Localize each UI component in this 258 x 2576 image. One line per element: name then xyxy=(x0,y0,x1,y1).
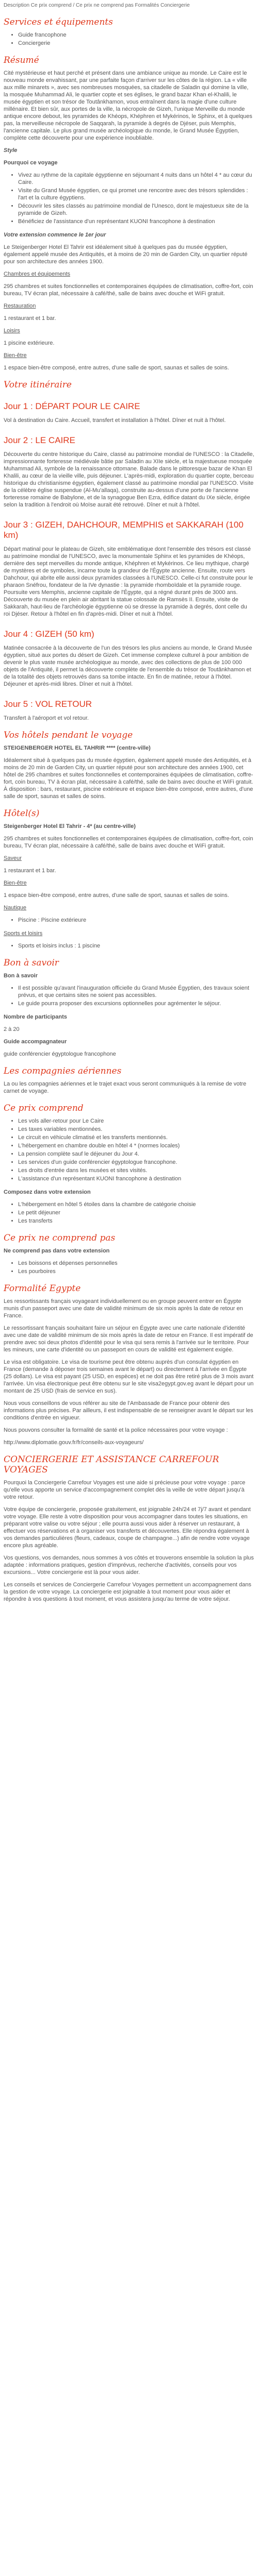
hotels-title: Vos hôtels pendant le voyage xyxy=(4,730,133,740)
hotel-paragraph: 295 chambres et suites fonctionnelles et contemporaines équipées de climatisation, coffre-fort, coin bureau, TV écran plat, nécessaire à café/thé, salle de bains avec douche et WiFi gratuit. xyxy=(4,836,253,849)
list-item: • Le circuit en véhicule climatisé et les transferts mentionnés. xyxy=(18,1134,254,1141)
concierge-p1: Pourquoi la Conciergerie Carrefour Voyages est une aide si précieuse pour votre voyage : parce qu'elle vous apporte un service d'accompagnement complet dès la veille de votre départ jusqu'à votre retour. xyxy=(4,1480,246,1500)
day1-title: Jour 1 : DÉPART POUR LE CAIRE xyxy=(4,401,140,411)
style-title: Style xyxy=(4,147,18,154)
services-title: Services et équipements xyxy=(4,17,113,27)
list-item: • Vivez au rythme de la capitale égyptienne en séjournant 4 nuits dans un hôtel 4 * au cœur du Caire. xyxy=(18,172,254,186)
resume-title: Résumé xyxy=(4,55,39,65)
guide-value: guide conférencier égyptologue francophone xyxy=(4,1051,116,1057)
list-item: • Sports et loisirs inclus : 1 piscine xyxy=(18,942,254,950)
hotel-bien-etre-paragraph: 1 espace bien-être composé, entre autres, d'une salle de sport, saunas et salles de soins. xyxy=(4,892,229,899)
list-item: • Les transferts xyxy=(18,1217,254,1225)
concierge-p4: Les conseils et services de Conciergerie Carrefour Voyages permettent un accompagnement dans la gestion de votre voyage. La conciergerie est joignable à tout moment pour vous aider et répondre à vos questions à tout moment, et vous assistera jusqu'au terme de votre séjour. xyxy=(4,1582,251,1602)
day4-title: Jour 4 : GIZEH (50 km) xyxy=(4,629,94,639)
includes-title: Ce prix comprend xyxy=(4,1103,84,1113)
list-item: • Les taxes variables mentionnées. xyxy=(18,1126,254,1133)
excludes-list xyxy=(4,1260,254,1275)
nautique-list xyxy=(4,917,254,924)
day1-paragraph: Vol à destination du Caire. Accueil, transfert et installation à l'hôtel. Dîner et nuit à l'hôtel. xyxy=(4,417,226,423)
day5-title: Jour 5 : VOL RETOUR xyxy=(4,699,92,709)
list-item: • Les vols aller-retour pour Le Caire xyxy=(18,1117,254,1125)
day2-paragraph: Découverte du centre historique du Caire, classé au patrimoine mondial de l'UNESCO : la Citadelle, impressionnante forteresse médiévale bâtie par Saladin au XIIe siècle, et la majestueuse mosquée Muhammad Ali, symbole de la renaissance ottomane. Balade dans le pittoresque bazar de Khan El Khalili, au cœur de la vieille ville, puis déjeuner. L'après-midi, exploration du quartier copte, berceau historique du christianisme égyptien, également classé au patrimoine mondial par l'UNESCO. Visite de la célèbre église suspendue (Al-Mu'allaqa), construite au-dessus d'une porte de l'ancienne forteresse romaine de Babylone, et de la synagogue Ben Ezra, édifice datant du IXe siècle, érigée selon la tradition à l'endroit où Moïse aurait été retrouvé. Dîner et nuit à l'hôtel. xyxy=(4,451,254,508)
excludes-title: Ce prix ne comprend pas xyxy=(4,1233,116,1243)
guide-label: Guide accompagnateur xyxy=(4,1039,67,1045)
list-item: • Piscine : Piscine extérieure xyxy=(18,917,254,924)
good-to-know-title: Bon à savoir xyxy=(4,958,59,968)
style-list xyxy=(4,172,254,225)
formalities-p5: Nous pouvons consulter la formalité de santé et la police nécessaires pour votre voyage : xyxy=(4,1427,228,1433)
participants-label: Nombre de participants xyxy=(4,1014,67,1020)
formalities-title: Formalité Egypte xyxy=(4,1283,81,1294)
hotels-intro: STEIGENBERGER HOTEL EL TAHRIR **** (centre-ville) xyxy=(4,745,151,751)
itinerary-title: Votre itinéraire xyxy=(4,380,72,390)
airlines-paragraph: La ou les compagnies aériennes et le trajet exact vous seront communiqués à la remise de votre carnet de voyage. xyxy=(4,1081,247,1094)
hotel-bien-etre-title: Bien-être xyxy=(4,880,27,886)
concierge-title: CONCIERGERIE ET ASSISTANCE CARREFOUR VOYAGES xyxy=(4,1454,219,1475)
list-item: • Visite du Grand Musée égyptien, ce qui promet une rencontre avec des trésors splendides : l'art et la culture égyptiens. xyxy=(18,187,254,201)
list-item: • Les droits d'entrée dans les musées et sites visités. xyxy=(18,1167,254,1174)
extension-paragraph: Le Steigenberger Hotel El Tahrir est idéalement situé à quelques pas du musée égyptien, également appelé musée des Antiquités, et à moins de 20 min de Garden City, un quartier réputé pour son architecture des années 1900. xyxy=(4,244,248,265)
tab-descriptions[interactable]: Description Ce prix comprend / Ce prix ne comprend pas Formalités Conciergerie xyxy=(4,3,190,8)
list-item: • Le petit déjeuner xyxy=(18,1209,254,1216)
list-item: • La pension complète sauf le déjeuner du Jour 4. xyxy=(18,1150,254,1158)
concierge-p2: Votre équipe de conciergerie, proposée gratuitement, est joignable 24h/24 et 7j/7 avant et pendant votre voyage. Elle reste à votre disposition pour vous accompagner dans toutes les situations, en préparant votre valise ou votre séjour ; elle pourra aussi vous aider à réserver un restaurant, à effectuer vos réservations et à organiser vos transferts et découvertes. Elle répondra également à vos demandes particulières (fleurs, cadeaux, coupe de champagne...) afin de rendre votre voyage encore plus agréable. xyxy=(4,1506,251,1549)
formalities-p2: Le ressortissant français souhaitant faire un séjour en Égypte avec une carte nationale d'identité avec une date de validité minimum de six mois après la date de retour en France. Il est impératif de prendre avec soi deux photos d'identité pour le visa qui sera remis à l'arrivée sur le territoire. Pour les mineurs, une carte d'identité ou un passeport en cours de validité est également exigée. xyxy=(4,1325,253,1353)
restauration-title: Restauration xyxy=(4,303,36,309)
list-item: • Bénéficiez de l'assistance d'un représentant KUONI francophone à destination xyxy=(18,218,254,225)
list-item: • L'assistance d'un représentant KUONI francophone à destination xyxy=(18,1175,254,1182)
day3-title: Jour 3 : GIZEH, DAHCHOUR, MEMPHIS et SAKKARAH (100 km) xyxy=(4,520,244,540)
formalities-p1: Les ressortissants français voyageant individuellement ou en groupe peuvent entrer en Égypte munis d'un passeport avec une date de validité minimum de six mois après la date de retour en France. xyxy=(4,1298,243,1319)
day5-paragraph: Transfert à l'aéroport et vol retour. xyxy=(4,715,89,721)
list-item: • Le guide pourra proposer des excursions optionnelles pour agrémenter le séjour. xyxy=(18,1000,254,1007)
list-item: • Il est possible qu'avant l'inauguration officielle du Grand Musée Égyptien, des travaux soient prévus, et que certains sites ne soient pas accessibles. xyxy=(18,985,254,999)
formalities-p4: Nous vous conseillons de vous référer au site de l'Ambassade de France pour obtenir des informations plus précises. Par ailleurs, il est indispensable de se renseigner avant le départ sur les conditions d'entrée en vigueur. xyxy=(4,1400,253,1421)
includes-option-title: Composez dans votre extension xyxy=(4,1189,91,1195)
style-intro: Pourquoi ce voyage xyxy=(4,160,58,166)
resume-paragraph: Cité mystérieuse et haut perché et présent dans une ambiance unique au monde. Le Caire est le nouveau monde envahissant, par une parfaite façon d'arriver sur les côtes de la région. La « ville aux mille minarets », avec ses nombreuses mosquées, sa citadelle de Saladin qui domine la ville, la mosquée Muhammad Ali, le quartier copte et ses églises, le grand bazar Khan el-Khalili, le musée égyptien et son trésor de Toutânkhamon, vous entraînent dans la magie d'une culture millénaire. Et bien sûr, aux portes de la ville, la nécropole de Gizeh, l'unique Merveille du monde antique encore debout, les pyramides de Khéops, Khéphren et Mykérinos, le Sphinx, et à quelques pas, la merveilleuse nécropole de Saqqarah, la pyramide à degrés de Djéser, puis Memphis, l'ancienne capitale. Le plus grand musée archéologique du monde, le Grand Musée Égyptien, complète cette découverte pour une expérience inoubliable. xyxy=(4,70,252,141)
nautique-title: Nautique xyxy=(4,905,27,911)
bien-etre-title: Bien-être xyxy=(4,352,27,359)
day4-paragraph: Matinée consacrée à la découverte de l'un des trésors les plus anciens au monde, le Grand Musée égyptien, situé aux portes du désert de Gizeh. Cet immense complexe culturel à pour ambition de devenir le plus vaste musée archéologique au monde, avec des collections de plus de 100 000 objets de l'Antiquité, il permet la découverte complète de l'ensemble du trésor de Toutânkhamon et de la totalité des objets retrouvés dans sa tombe intacte. En fin de matinée, retour à l'hôtel. Déjeuner et après-midi libres. Dîner et nuit à l'hôtel. xyxy=(4,645,252,687)
hotels-paragraph: Idéalement situé à quelques pas du musée égyptien, également appelé musée des Antiquités, et à moins de 20 min de Garden City, un quartier réputé pour son architecture des années 1900, cet hôtel de 295 chambres et suites fonctionnelles et contemporaines équipées de climatisation, coffre-fort, coin bureau, TV à écran plat, nécessaire à café/thé, salle de bains avec douche et WiFi gratuit. À disposition : bars, restaurant, piscine extérieure et espace bien-être composé, entre autres, d'une salle de sport, saunas et salles de soins. xyxy=(4,757,253,800)
excludes-subtitle: Ne comprend pas dans votre extension xyxy=(4,1248,110,1254)
list-item: • Conciergerie xyxy=(18,40,254,47)
good-to-know-subtitle: Bon à savoir xyxy=(4,973,38,979)
bien-etre-paragraph: 1 espace bien-être composé, entre autres, d'une salle de sport, saunas et salles de soins. xyxy=(4,365,229,371)
services-list xyxy=(4,31,254,47)
hotel-name: Steigenberger Hotel El Tahrir - 4* (au centre-ville) xyxy=(4,823,136,829)
rooms-title: Chambres et équipements xyxy=(4,271,71,277)
extension-title: Votre extension commence le 1er jour xyxy=(4,232,106,238)
list-item: • Les pourboires xyxy=(18,1268,254,1275)
list-item: • Guide francophone xyxy=(18,31,254,39)
hotel-label: Hôtel(s) xyxy=(4,808,40,819)
airlines-title: Les compagnies aériennes xyxy=(4,1066,122,1076)
day3-paragraph: Départ matinal pour le plateau de Gizeh, site emblématique dont l'ensemble des trésors est classé au patrimoine mondial de l'UNESCO, avec la monumentale Sphinx et les pyramides de Khéops, dernière des sept merveilles du monde antique, Khéphren et Mykérinos. Ce lieu mythique, chargé de mystères et de symboles, incarne toute la grandeur de l'Égypte ancienne. Ensuite, route vers Dahchour, qui abrite elle aussi deux pyramides classées à l'UNESCO. Celle-ci fut construite pour le pharaon Snéfrou, fondateur de la IVe dynastie : la pyramide rhomboïdale et la pyramide rouge. Poursuite vers Memphis, ancienne capitale de l'Égypte, qui a régné durant près de 3000 ans. Découverte du musée en plein air abritant la statue colossale de Ramsès II. Ensuite, visite de Sakkarah, haut-lieu de l'archéologie égyptienne où se dresse la pyramide à degrés, dont celle du roi Djéser. Retour à l'hôtel en fin d'après-midi. Dîner et nuit à l'hôtel. xyxy=(4,546,253,617)
formalities-link[interactable]: http://www.diplomatie.gouv.fr/fr/conseils-aux-voyageurs/ xyxy=(4,1439,144,1446)
restauration-paragraph: 1 restaurant et 1 bar. xyxy=(4,315,56,321)
saveur-title: Saveur xyxy=(4,855,22,861)
saveur-paragraph: 1 restaurant et 1 bar. xyxy=(4,868,56,874)
participants-value: 2 à 20 xyxy=(4,1026,20,1032)
list-item: • Découvrir les sites classés au patrimoine mondial de l'Unesco, dont le majestueux site de la pyramide de Gizeh. xyxy=(18,202,254,217)
list-item: • L'hébergement en hôtel 5 étoiles dans la chambre de catégorie choisie xyxy=(18,1201,254,1208)
sports-list xyxy=(4,942,254,950)
day2-title: Jour 2 : LE CAIRE xyxy=(4,435,75,445)
list-item: • Les boissons et dépenses personnelles xyxy=(18,1260,254,1267)
list-item: • Les services d'un guide conférencier égyptologue francophone. xyxy=(18,1159,254,1166)
good-to-know-list xyxy=(4,985,254,1007)
includes-list xyxy=(4,1117,254,1182)
loisirs-title: Loisirs xyxy=(4,328,20,334)
sports-title: Sports et loisirs xyxy=(4,930,43,937)
formalities-p3: Le visa est obligatoire. Le visa de tourisme peut être obtenu auprès d'un consulat égyptien en France (demande à déposer trois semaines avant le départ) ou directement à l'arrivée en Égypte (25 dollars). Le visa est payant (25 USD, en espèces) et ne doit pas être retiré plus de 3 mois avant l'arrivée. Un visa électronique peut être obtenu sur le site visa2egypt.gov.eg avant le départ pour un montant de 25 USD (frais de service en sus). xyxy=(4,1359,254,1394)
rooms-paragraph: 295 chambres et suites fonctionnelles et contemporaines équipées de climatisation, coffre-fort, coin bureau, TV écran plat, nécessaire à café/thé, salle de bains avec douche et WiFi gratuit. xyxy=(4,283,253,297)
concierge-p3: Vos questions, vos demandes, nous sommes à vos côtés et trouverons ensemble la solution la plus adaptée : informations pratiques, gestion d'imprévus, recherche d'activités, conseils pour vos excursions... Votre conciergerie est là pour vous aider. xyxy=(4,1555,254,1575)
list-item: • L'hébergement en chambre double en hôtel 4 * (normes locales) xyxy=(18,1142,254,1149)
includes-option-list xyxy=(4,1201,254,1225)
loisirs-paragraph: 1 piscine extérieure. xyxy=(4,340,55,346)
